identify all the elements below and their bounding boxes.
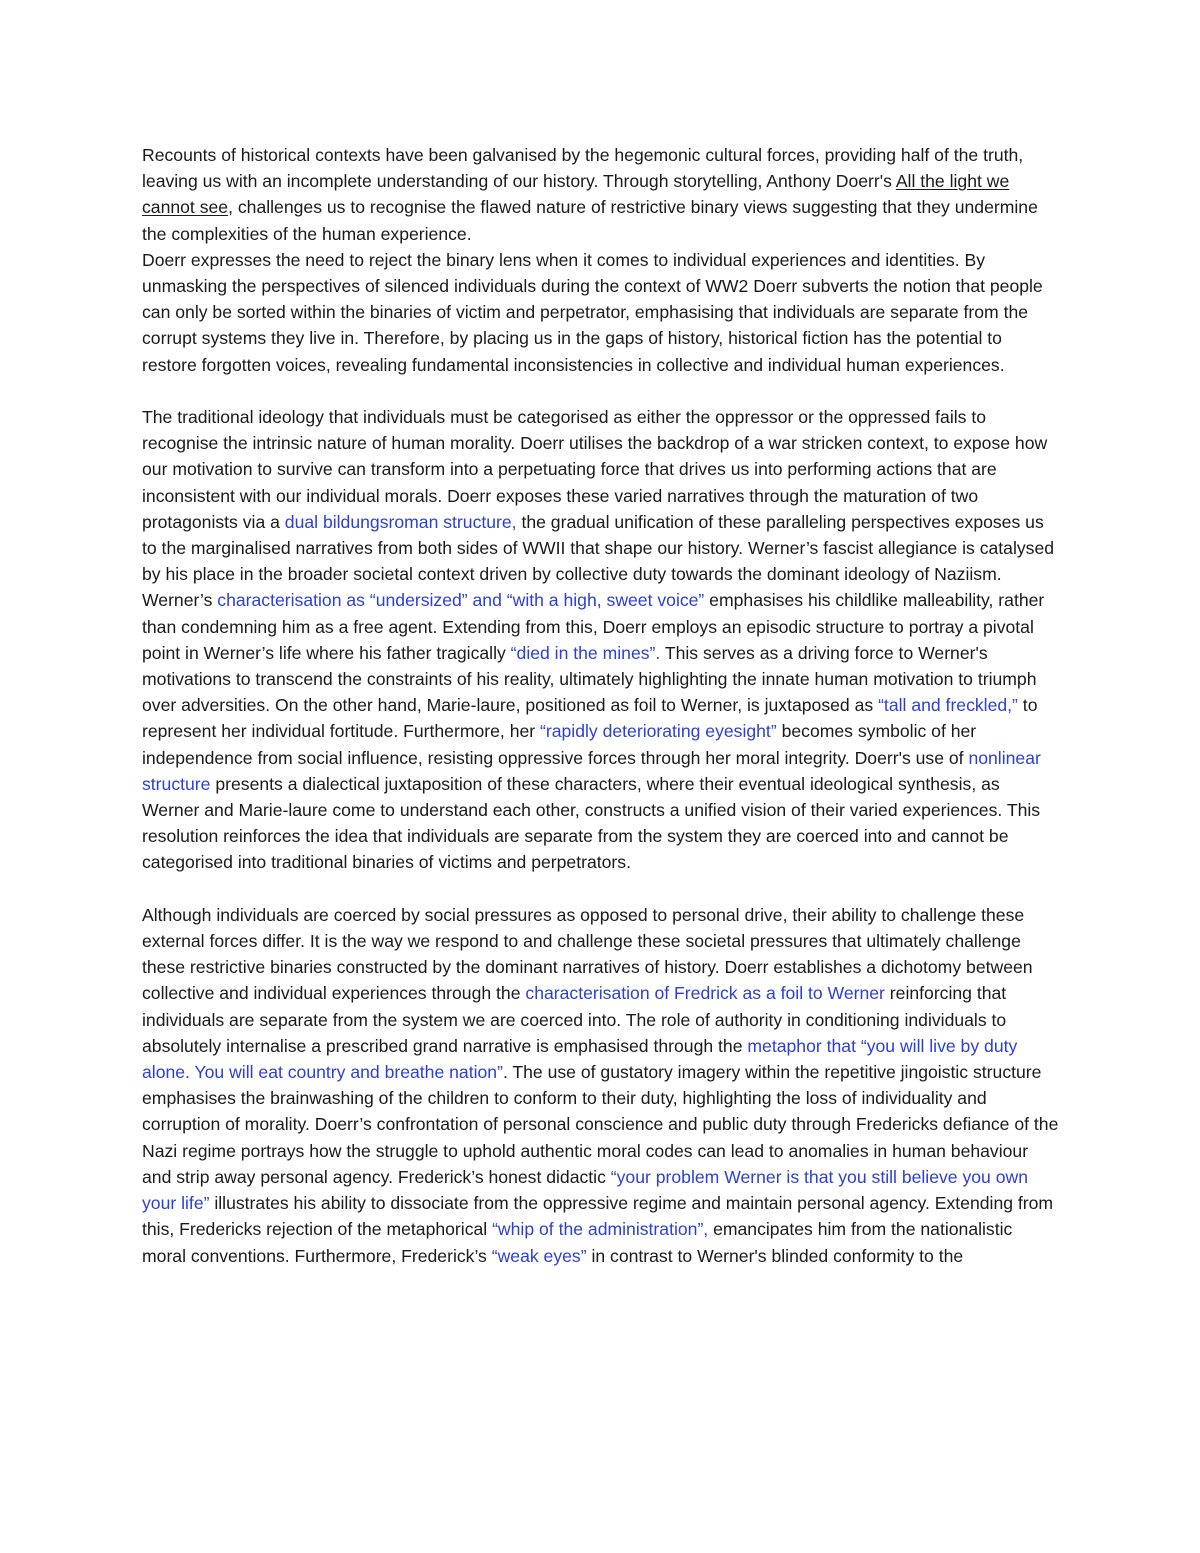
body1-text-7: presents a dialectical juxtaposition of these characters, where their eventual ideological synthesis, as Werner and Marie-laure come to understand each other, constructs a unified vision of their varied experiences. This resolution reinforces the idea that individuals are separate from the system they are coerced into and cannot be categorised into traditional binaries of victims and perpetrators.: [142, 773, 1041, 873]
body2-highlight-5: “weak eyes”: [491, 1245, 587, 1266]
intro-text-2: , challenges us to recognise the flawed nature of restrictive binary views suggesting that they undermine the complexities of the human experience.: [142, 197, 1038, 244]
body2-text-6: in contrast to Werner's blinded conformity to the: [586, 1245, 964, 1266]
book-title: All the light we cannot see: [142, 171, 1010, 218]
body1-text-6: becomes symbolic of her independence from social influence, resisting oppressive forces through her moral integrity. Doerr's use of: [142, 721, 977, 768]
intro-text-1: Recounts of historical contexts have been galvanised by the hegemonic cultural forces, providing half of the truth, leaving us with an incomplete understanding of our history. Through storytelling, Anthony Doerr's: [142, 145, 1024, 192]
body2-highlight-4: “whip of the administration”,: [492, 1219, 709, 1240]
body1-text-3: emphasises his childlike malleability, rather than condemning him as a free agent. Extending from this, Doerr employs an episodic structure to portray a pivotal point in Werner’s life where his father tragically: [142, 590, 1045, 663]
body1-text-1: The traditional ideology that individuals must be categorised as either the oppressor or the oppressed fails to recognise the intrinsic nature of human morality. Doerr utilises the backdrop of a war stricken context, to expose how our motivation to survive can transform into a perpetuating force that drives us into performing actions that are inconsistent with our individual morals. Doerr exposes these varied narratives through the maturation of two protagonists via a: [142, 407, 1048, 532]
body2-text-4: illustrates his ability to dissociate from the oppressive regime and maintain personal agency. Extending from this, Fredericks rejection of the metaphorical: [142, 1193, 1054, 1240]
body2-text-5: emancipates him from the nationalistic moral conventions. Furthermore, Frederick’s: [142, 1219, 1013, 1266]
body2-text-1: Although individuals are coerced by social pressures as opposed to personal drive, their ability to challenge these external forces differ. It is the way we respond to and challenge these societal pressures that ultimately challenge these restrictive binaries constructed by the dominant narratives of history. Doerr establishes a dichotomy between collective and individual experiences through the: [142, 904, 1033, 1004]
body2-text-2: reinforcing that individuals are separate from the system we are coerced into. The role of authority in conditioning individuals to absolutely internalise a prescribed grand narrative is emphasised through the: [142, 983, 1007, 1056]
body1-text-2: the gradual unification of these paralleling perspectives exposes us to the marginalised narratives from both sides of WWII that shape our history. Werner’s fascist allegiance is catalysed by his place in the broader societal context driven by collective duty towards the dominant ideology of Naziism. Werner’s: [142, 511, 1055, 611]
body2-highlight-1: characterisation of Fredrick as a foil to Werner: [525, 983, 885, 1004]
body1-highlight-2: characterisation as “undersized” and “with a high, sweet voice”: [217, 590, 705, 611]
body-paragraph-2: [142, 902, 1060, 1269]
body-paragraph-1: [142, 404, 1060, 876]
body2-text-3: . The use of gustatory imagery within the repetitive jingoistic structure emphasises the brainwashing of the children to conform to their duty, highlighting the loss of individuality and corruption of morality. Doerr’s confrontation of personal conscience and public duty through Fredericks defiance of the Nazi regime portrays how the struggle to uphold authentic moral codes can lead to anomalies in human behaviour and strip away personal agency. Frederick’s honest didactic: [142, 1062, 1059, 1187]
body1-highlight-5: “rapidly deteriorating eyesight”: [540, 721, 777, 742]
body1-highlight-1: dual bildungsroman structure,: [284, 511, 517, 532]
body1-highlight-4: “tall and freckled,”: [878, 695, 1018, 716]
body1-highlight-3: “died in the mines”.: [510, 642, 661, 663]
body1-text-5: to represent her individual fortitude. Furthermore, her: [142, 695, 1038, 742]
body1-highlight-6: nonlinear structure: [142, 747, 1041, 794]
document-page: [142, 142, 1060, 1269]
intro-paragraph: [142, 142, 1060, 247]
body1-text-4: This serves as a driving force to Werner's motivations to transcend the constraints of his reality, ultimately highlighting the innate human motivation to triumph over adversities. On the other hand, Marie-laure, positioned as foil to Werner, is juxtaposed as: [142, 642, 1037, 716]
thesis-paragraph: Doerr expresses the need to reject the binary lens when it comes to individual experiences and identities. By unmasking the perspectives of silenced individuals during the context of WW2 Doerr subverts the notion that people can only be sorted within the binaries of victim and perpetrator, emphasising that individuals are separate from the corrupt systems they live in. Therefore, by placing us in the gaps of history, historical fiction has the potential to restore forgotten voices, revealing fundamental inconsistencies in collective and individual human experiences.: [142, 249, 1043, 375]
body2-highlight-2: metaphor that “you will live by duty alone. You will eat country and breathe nation”: [142, 1035, 1018, 1083]
body2-highlight-3: “your problem Werner is that you still believe you own your life”: [142, 1166, 1028, 1214]
